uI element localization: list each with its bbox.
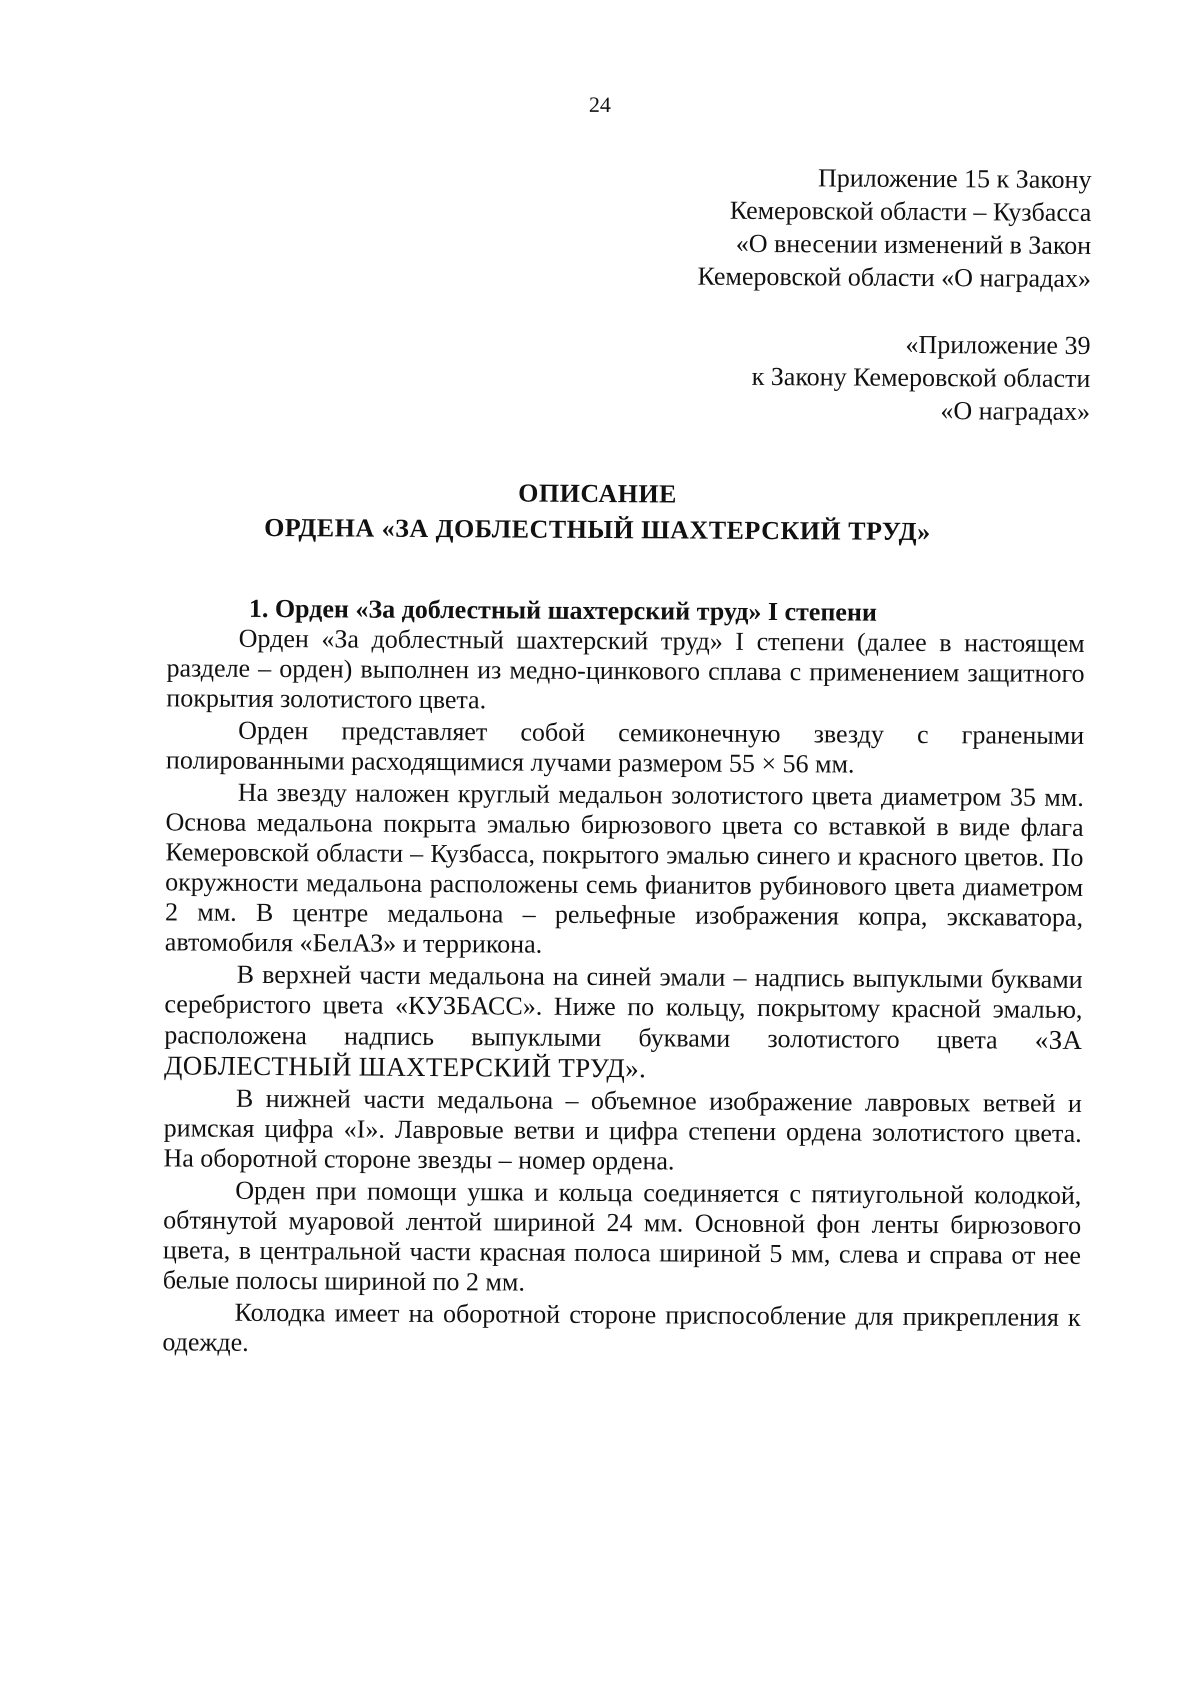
paragraph-laurel: В нижней части медальона – объемное изображение лавровых ветвей и римская цифра «I». Лавровые ветви и цифра степени ордена золотистого цвета. На оборотной стороне звезды – номер ордена. xyxy=(163,1083,1082,1176)
section-body xyxy=(162,593,1085,1363)
inscription-caps: «ЗА ДОБЛЕСТНЫЙ ШАХТЕРСКИЙ ТРУД». xyxy=(164,1024,1083,1084)
paragraph-material: Орден «За доблестный шахтерский труд» I степени (далее в настоящем разделе – орден) выполнен из медно-цинкового сплава с применением защитного покрытия золотистого цвета. xyxy=(166,623,1085,715)
appendix-line: Приложение 15 к Закону xyxy=(817,163,1092,195)
appendix-line: Кемеровской области – Кузбасса xyxy=(729,195,1092,228)
title-line-1: ОПИСАНИЕ xyxy=(518,478,678,509)
inscription-text: В верхней части медальона на синей эмали – надпись выпуклыми буквами серебристого цвета «КУЗБАСС». Ниже по кольцу, покрытому красной эмалью, расположена надпись выпуклыми буквами золотистого цвета xyxy=(164,959,1083,1055)
appendix-line: Кемеровской области «О наградах» xyxy=(697,261,1092,294)
paragraph-attachment: Колодка имеет на оборотной стороне приспособление для прикрепления к одежде. xyxy=(162,1297,1081,1357)
appendix-line: «Приложение 39 xyxy=(905,329,1091,361)
paragraph-star: Орден представляет собой семиконечную звезду с гранеными полированными расходящимися лучами размером 55 × 56 мм. xyxy=(165,715,1085,779)
page-number: 24 xyxy=(588,91,612,118)
paragraph-inscription xyxy=(164,959,1083,1087)
appendix-reference-law xyxy=(697,161,1091,295)
section-heading: 1. Орден «За доблестный шахтерский труд» I степени xyxy=(248,593,877,627)
appendix-line: «О наградах» xyxy=(940,396,1091,426)
paragraph-ribbon: Орден при помощи ушка и кольца соединяется с пятиугольной колодкой, обтянутой муаровой лентой шириной 24 мм. Основной фон ленты бирюзового цвета, в центральной части красная полоса шириной 5 мм, слева и справа от нее белые полосы шириной по 2 мм. xyxy=(162,1175,1082,1297)
appendix-reference-awards xyxy=(751,327,1090,428)
paragraph-medallion: На звезду наложен круглый медальон золотистого цвета диаметром 35 мм. Основа медальона покрыта эмалью бирюзового цвета со вставкой в виде флага Кемеровской области – Кузбасса, покрытого эмалью синего и красного цветов. По окружности медальона расположены семь фианитов рубинового цвета диаметром 2 мм. В центре медальона – рельефные изображения копра, экскаватора, автомобиля «БелАЗ» и терриконa. xyxy=(164,777,1084,959)
appendix-line: к Закону Кемеровской области xyxy=(751,361,1091,394)
document-title xyxy=(0,472,1198,551)
appendix-line: «О внесении изменений в Закон xyxy=(735,228,1092,261)
title-line-2: ОРДЕНА «ЗА ДОБЛЕСТНЫЙ ШАХТЕРСКИЙ ТРУД» xyxy=(264,512,931,547)
